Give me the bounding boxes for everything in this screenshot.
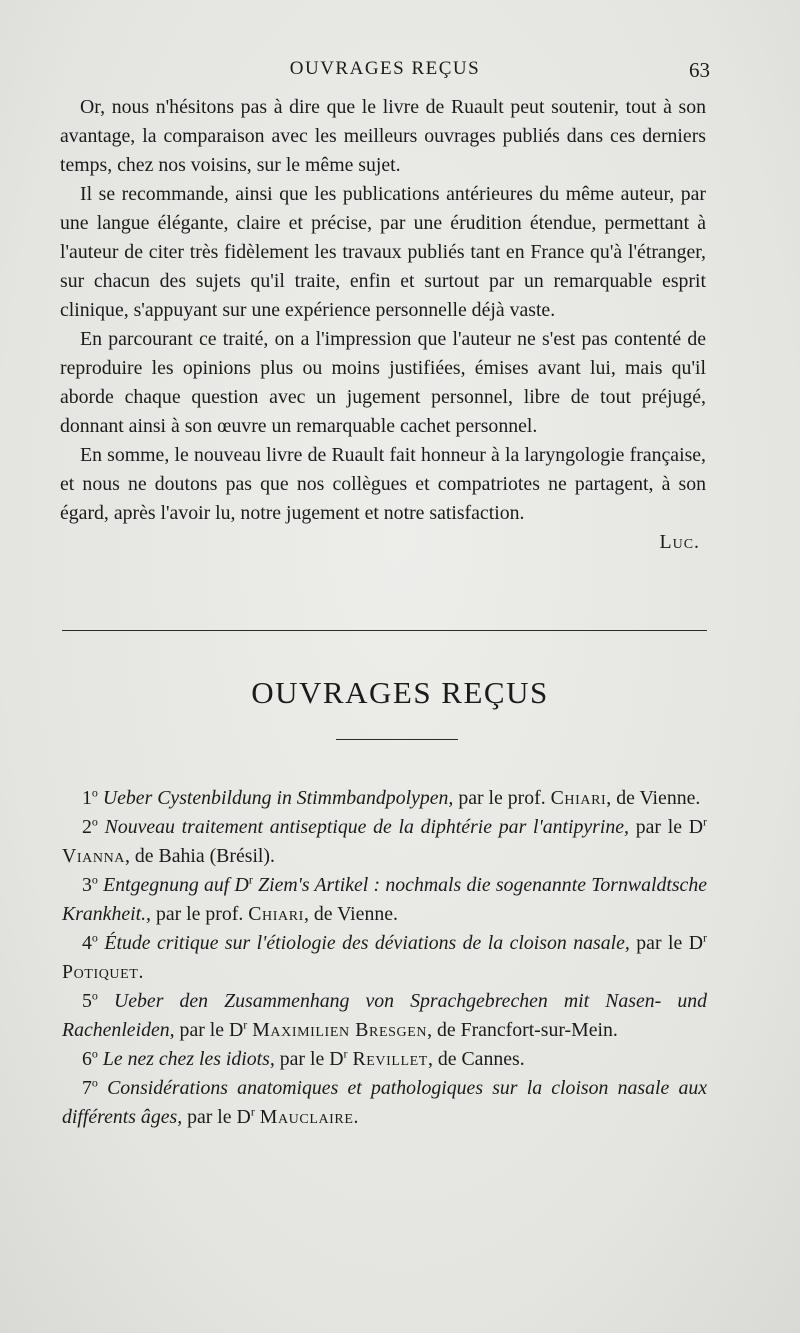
work-by: par le D — [279, 1048, 344, 1070]
section-divider — [62, 630, 707, 631]
review-paragraph: Or, nous n'hésitons pas à dire que le livre de Ruault peut soutenir, tout à son avantage, la comparaison avec les meilleurs ouvrages publiés dans ces derniers temps, chez nos voisins, sur le même sujet. — [60, 96, 706, 176]
doctor-mark: r — [703, 814, 707, 829]
work-place: . — [353, 1106, 359, 1128]
work-by: par le D — [635, 816, 703, 838]
ordinal-mark: o — [91, 785, 98, 800]
list-item — [62, 784, 707, 813]
doctor-mark: r — [243, 1017, 248, 1032]
work-place: . — [138, 961, 144, 983]
ordinal-mark: o — [91, 872, 98, 887]
work-author: Vianna — [62, 845, 125, 867]
item-number: 5 — [82, 990, 92, 1012]
item-number: 6 — [82, 1048, 92, 1070]
received-works-list — [62, 784, 707, 1132]
list-item — [62, 871, 707, 929]
work-author: Maximilien Bresgen — [252, 1019, 428, 1041]
work-title: Ueber Cystenbildung in Stimmbandpolypen, — [102, 787, 454, 809]
doctor-mark: r — [250, 1104, 255, 1119]
work-place: , de Vienne. — [606, 787, 701, 809]
work-title: Le nez chez les idiots, — [102, 1048, 275, 1070]
item-number: 1 — [82, 787, 92, 809]
ordinal-mark: o — [91, 988, 98, 1003]
list-item — [62, 1045, 707, 1074]
work-title: Entgegnung auf D — [103, 874, 249, 896]
ordinal-mark: o — [91, 1075, 98, 1090]
page-number: 63 — [689, 58, 710, 82]
review-paragraph: Il se recommande, ainsi que les publications antérieures du même auteur, par une langue élégante, claire et précise, par une érudition étendue, permettant à l'auteur de citer très fidèlement les travaux publiés tant en France qu'à l'étranger, sur chacun des sujets qu'il traite, enfin et surtout par un remarquable esprit clinique, s'appuyant sur une expérience personnelle déjà vaste. — [60, 183, 706, 321]
work-by: par le prof. — [458, 787, 546, 809]
work-author: Chiari — [550, 787, 607, 809]
work-author: Chiari — [248, 903, 304, 925]
work-place: , de Vienne. — [303, 903, 398, 925]
item-number: 2 — [82, 816, 92, 838]
running-head — [62, 58, 708, 88]
review-paragraph: En somme, le nouveau livre de Ruault fait honneur à la laryngologie française, et nous ne doutons pas que nos collègues et compatriotes ne partagent, à son égard, après l'avoir lu, notre jugement et notre satisfaction. — [60, 444, 706, 524]
doctor-mark: r — [343, 1046, 348, 1061]
list-item — [62, 1074, 707, 1132]
work-author: Revillet — [352, 1048, 428, 1070]
section-title: OUVRAGES REÇUS — [251, 675, 549, 710]
list-item — [62, 813, 707, 871]
ordinal-mark: o — [91, 814, 98, 829]
review-signature: Luc. — [659, 531, 700, 553]
work-title-cont: Ziem's Artikel : nochmals die sogenannte Tornwaldtsche Krankheit., — [62, 874, 708, 925]
review-paragraph: En parcourant ce traité, on a l'impression que l'auteur ne s'est pas contenté de reproduire les opinions plus ou moins justifiées, émises avant lui, mais qu'il aborde chaque question avec un jugement personnel, libre de tout préjugé, donnant ainsi à son œuvre un remarquable cachet personnel. — [60, 328, 706, 437]
running-title: OUVRAGES REÇUS — [289, 58, 481, 79]
work-title: Étude critique sur l'étiologie des déviations de la cloison nasale, — [104, 932, 630, 954]
ordinal-mark: o — [91, 1046, 98, 1061]
work-place: , de Francfort-sur-Mein. — [427, 1019, 618, 1041]
work-by: par le D — [179, 1019, 244, 1041]
title-underline — [336, 739, 458, 740]
doctor-mark: r — [703, 930, 708, 945]
work-place: , de Bahia (Brésil). — [125, 845, 275, 867]
work-title: Ueber den Zusammenhang von Sprachgebrechen mit Nasen- und Rachenleiden, — [62, 990, 707, 1041]
work-by: par le D — [636, 932, 704, 954]
item-number: 4 — [82, 932, 92, 954]
work-by: par le prof. — [155, 903, 244, 925]
review-text — [60, 93, 706, 557]
work-title: Nouveau traitement antiseptique de la diphtérie par l'antipyrine, — [104, 816, 629, 838]
work-author: Potiquet — [62, 961, 139, 983]
work-place: , de Cannes. — [427, 1048, 525, 1070]
ordinal-mark: o — [91, 930, 98, 945]
list-item — [62, 987, 707, 1045]
item-number: 3 — [82, 874, 92, 896]
list-item — [62, 929, 707, 987]
doctor-mark: r — [248, 872, 253, 887]
work-title: Considérations anatomiques et pathologiques sur la cloison nasale aux différents âges, — [62, 1077, 708, 1128]
work-by: par le D — [187, 1106, 251, 1128]
work-author: Mauclaire — [259, 1106, 354, 1128]
item-number: 7 — [82, 1077, 92, 1099]
